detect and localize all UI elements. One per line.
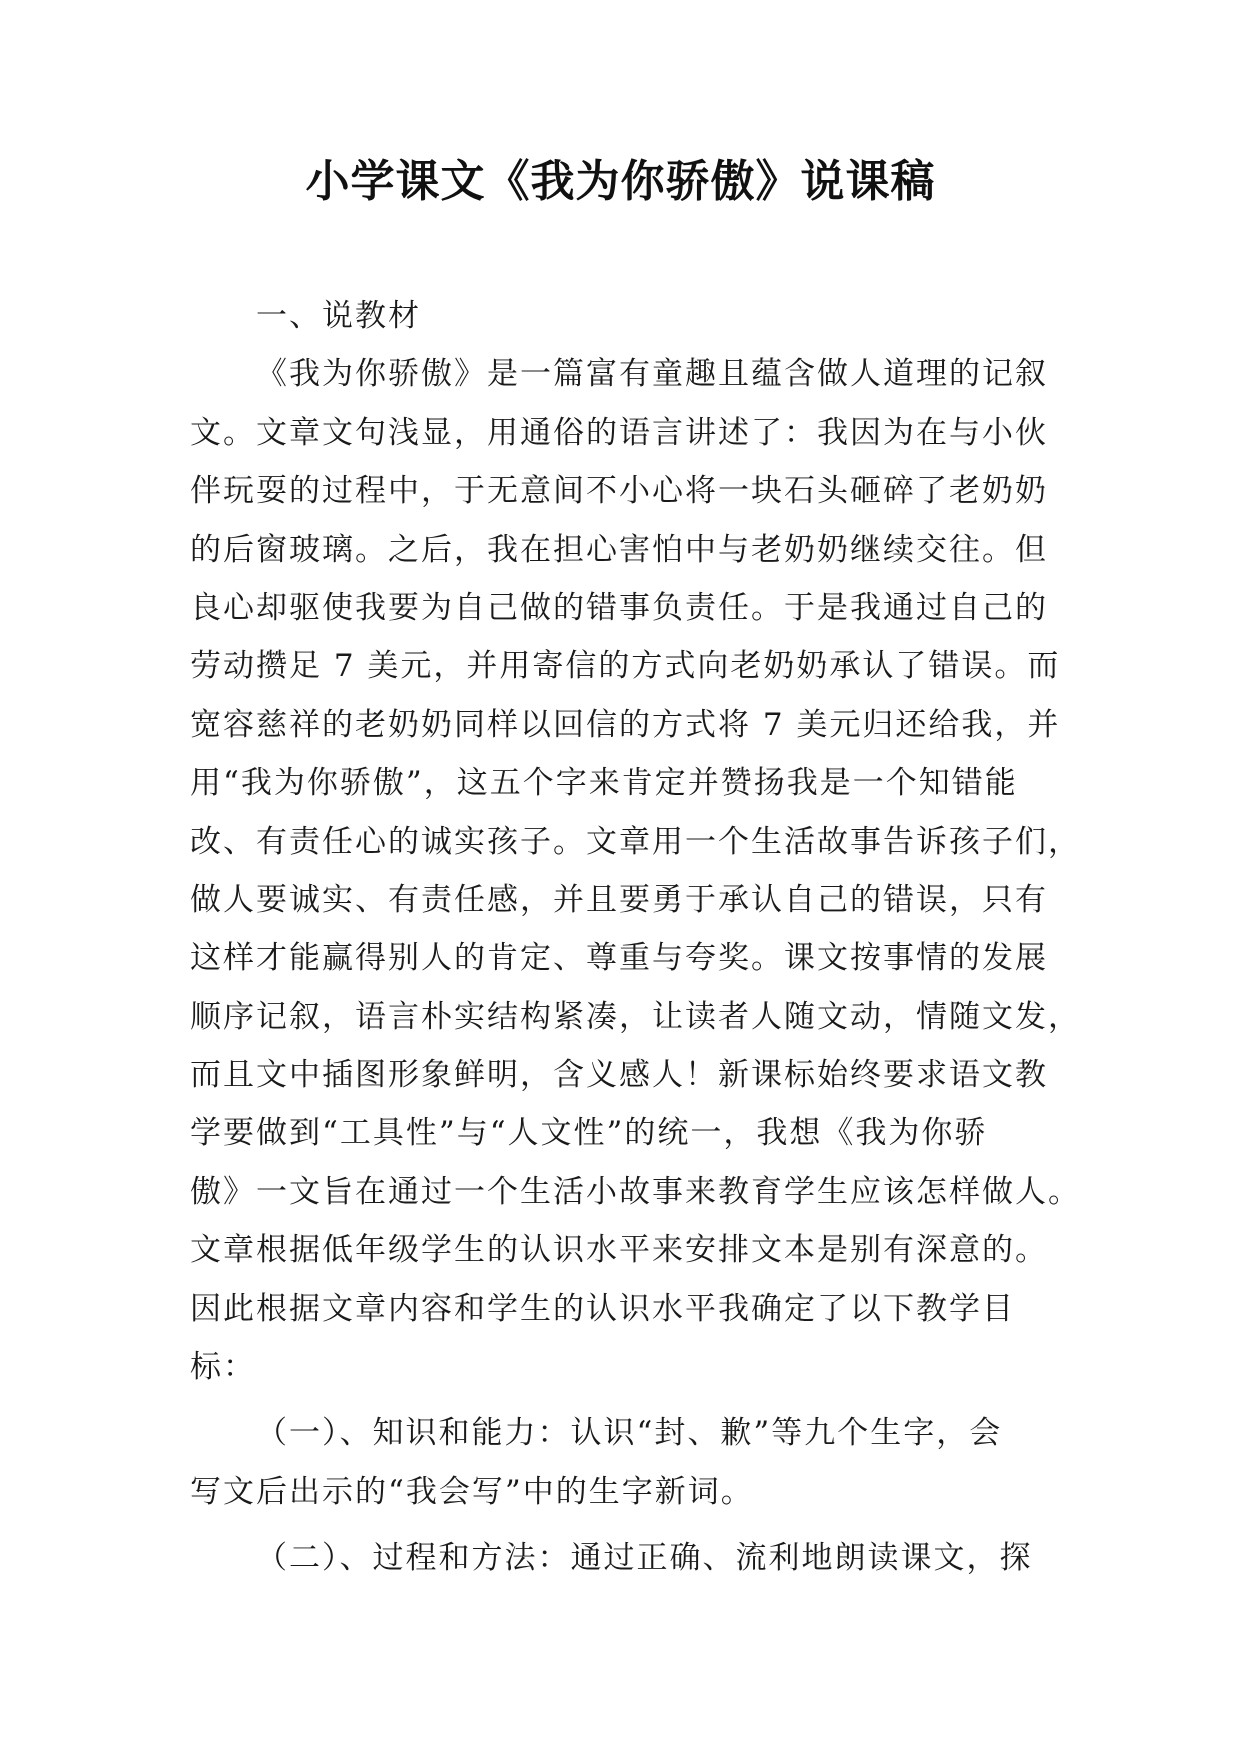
text-line: 的后窗玻璃。之后，我在担心害怕中与老奶奶继续交往。但: [190, 531, 1048, 568]
text-line: 顺序记叙，语言朴实结构紧凑，让读者人随文动，情随文发，: [190, 998, 1081, 1035]
text-line: 用“我为你骄傲”，这五个字来肯定并赞扬我是一个知错能: [190, 765, 1018, 802]
text-line: 傲》一文旨在通过一个生活小故事来教育学生应该怎样做人。: [190, 1173, 1081, 1210]
text-line: 一、说教材: [256, 298, 421, 334]
text-line: 做人要诚实、有责任感，并且要勇于承认自己的错误，只有: [190, 881, 1048, 918]
text-line: 伴玩耍的过程中，于无意间不小心将一块石头砸碎了老奶奶: [190, 473, 1048, 510]
document-title: 小学课文《我为你骄傲》说课稿: [305, 156, 936, 207]
text-line: 文章根据低年级学生的认识水平来安排文本是别有深意的。: [190, 1232, 1048, 1269]
text-line: 这样才能赢得别人的肯定、尊重与夸奖。课文按事情的发展: [190, 940, 1048, 977]
text-line: 宽容慈祥的老奶奶同样以回信的方式将 7 美元归还给我，并: [190, 706, 1061, 743]
text-line: 改、有责任心的诚实孩子。文章用一个生活故事告诉孩子们，: [190, 823, 1081, 860]
text-line: 因此根据文章内容和学生的认识水平我确定了以下教学目: [190, 1290, 1015, 1327]
text-line: （二）、过程和方法：通过正确、流利地朗读课文，探: [256, 1540, 1033, 1577]
text-line: 学要做到“工具性”与“人文性”的统一，我想《我为你骄: [190, 1115, 988, 1152]
text-line: 而且文中插图形象鲜明，含义感人！新课标始终要求语文教: [190, 1057, 1048, 1094]
text-line: 标：: [190, 1349, 256, 1386]
text-line: 劳动攒足 7 美元，并用寄信的方式向老奶奶承认了错误。而: [190, 648, 1061, 685]
text-line: 文。文章文句浅显，用通俗的语言讲述了：我因为在与小伙: [190, 414, 1048, 451]
text-line: （一）、知识和能力：认识“封、歉”等九个生字，会: [256, 1415, 1003, 1452]
text-line: 写文后出示的“我会写”中的生字新词。: [190, 1473, 754, 1510]
document-body: [190, 287, 1081, 1588]
text-line: 良心却驱使我要为自己做的错事负责任。于是我通过自己的: [190, 589, 1048, 626]
text-line: 《我为你骄傲》是一篇富有童趣且蕴含做人道理的记叙: [256, 356, 1048, 393]
